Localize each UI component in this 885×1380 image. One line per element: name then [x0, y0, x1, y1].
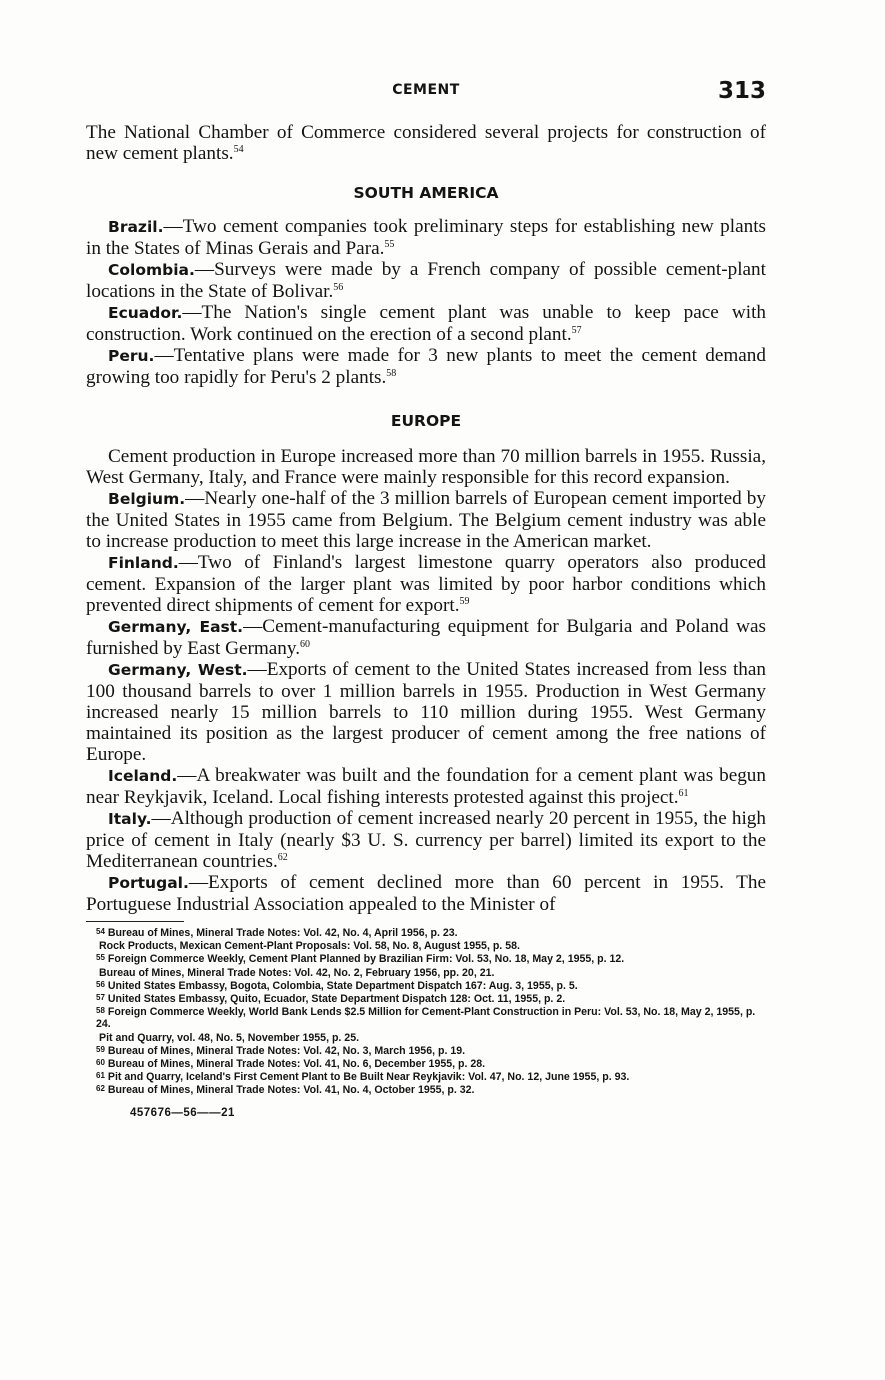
paragraph-belgium [86, 488, 766, 552]
footnote [86, 992, 766, 1005]
country-lead: Peru. [108, 347, 155, 365]
running-title: CEMENT [392, 82, 460, 98]
footnote-text: Pit and Quarry, Iceland's First Cement Plant to Be Built Near Reykjavik: Vol. 47, No. 12, June 1955, p. 93. [107, 1071, 630, 1084]
country-lead: Germany, East. [108, 618, 244, 636]
footnote [86, 1057, 766, 1070]
footnotes [86, 926, 766, 1097]
footnote-ref: 62 [277, 852, 288, 863]
footnote-text: United States Embassy, Quito, Ecuador, State Department Dispatch 128: Oct. 11, 1955, p. 2. [107, 993, 566, 1006]
footnote-text: Foreign Commerce Weekly, Cement Plant Planned by Brazilian Firm: Vol. 53, No. 18, May 2, 1955, p. 12. [107, 953, 625, 966]
footnote-number: 57 [96, 993, 105, 1003]
paragraph-germany-west [86, 659, 766, 765]
footnote-text: Bureau of Mines, Mineral Trade Notes: Vol. 42, No. 4, April 1956, p. 23. [107, 927, 458, 939]
footnote-text: Bureau of Mines, Mineral Trade Notes: Vol. 41, No. 6, December 1955, p. 28. [107, 1058, 486, 1071]
footnote-ref: 54 [233, 144, 244, 155]
page-number: 313 [717, 78, 766, 104]
paragraph-text: —Nearly one-half of the 3 million barrels of European cement imported by the United States in 1955 came from Belgium. The Belgium cement industry was able to increase production to meet this large increase in the American market. [86, 488, 766, 552]
footnote-ref: 56 [333, 282, 344, 293]
footnote-text: Bureau of Mines, Mineral Trade Notes: Vol. 41, No. 4, October 1955, p. 32. [107, 1084, 475, 1097]
paragraph-text: —Exports of cement to the United States increased from less than 100 thousand barrels to over 1 million barrels in 1955. Production in West Germany increased nearly 15 million barrels to 110 million during 1955. West Germany maintained its position as the largest producer of cement among the free nations of Europe. [86, 659, 767, 765]
paragraph-text: —Although production of cement increased nearly 20 percent in 1955, the high price of cement in Italy (nearly $3 U. S. currency per barrel) limited its export to the Mediterranean countries. [86, 808, 766, 872]
country-lead: Ecuador. [108, 304, 183, 322]
footnote-ref: 55 [384, 239, 395, 250]
footnote [86, 979, 766, 992]
footnote-number: 56 [96, 979, 105, 989]
paragraph-brazil [86, 216, 766, 259]
footnote [86, 966, 766, 979]
intro-text: The National Chamber of Commerce considered several projects for construction of new cement plants. [86, 122, 766, 164]
paragraph-ecuador [86, 302, 766, 345]
footnote-ref: 61 [678, 788, 689, 799]
footnote [86, 952, 766, 965]
europe-intro-paragraph: Cement production in Europe increased more than 70 million barrels in 1955. Russia, West Germany, Italy, and France were mainly responsible for this record expansion. [86, 446, 766, 488]
footnote-number: 59 [96, 1044, 105, 1054]
paragraph-germany-east [86, 616, 766, 659]
paragraph-text: —Two of Finland's largest limestone quarry operators also produced cement. Expansion of the larger plant was limited by poor harbor conditions which prevented direct shipments of cement for export. [86, 552, 766, 616]
paragraph-text: —Cement-manufacturing equipment for Bulgaria and Poland was furnished by East Germany. [86, 616, 767, 659]
footnote-number: 55 [96, 953, 105, 963]
paragraph-text: —Two cement companies took preliminary steps for establishing new plants in the States of Minas Gerais and Para. [86, 216, 766, 259]
footnote-number: 60 [96, 1058, 105, 1068]
footnote [86, 939, 766, 952]
section-heading-europe: EUROPE [390, 412, 462, 430]
footnote-number: 61 [96, 1071, 105, 1081]
print-code: 457676—56——21 [130, 1106, 235, 1119]
footnote-number: 54 [96, 927, 105, 936]
paragraph-italy [86, 808, 766, 872]
paragraph-finland [86, 552, 766, 616]
running-header [86, 78, 766, 108]
country-lead: Germany, West. [108, 661, 248, 679]
footnote-rule [86, 921, 184, 922]
country-lead: Colombia. [108, 261, 195, 279]
footnote-ref: 59 [459, 596, 470, 607]
footnote-ref: 58 [386, 368, 397, 379]
footnote-text: United States Embassy, Bogota, Colombia, State Department Dispatch 167: Aug. 3, 1955, p. 5. [107, 979, 578, 992]
paragraph-text: —Tentative plans were made for 3 new plants to meet the cement demand growing too rapidly for Peru's 2 plants. [86, 345, 766, 388]
paragraph-text: —Exports of cement declined more than 60 percent in 1955. The Portuguese Industrial Association appealed to the Minister of [86, 872, 766, 915]
country-lead: Finland. [108, 554, 179, 572]
country-lead: Portugal. [108, 874, 189, 892]
footnote-number: 58 [96, 1006, 105, 1016]
paragraph-colombia [86, 259, 766, 302]
country-lead: Italy. [108, 810, 152, 828]
footnote-text: Bureau of Mines, Mineral Trade Notes: Vol. 42, No. 3, March 1956, p. 19. [107, 1044, 466, 1057]
footnote-ref: 60 [300, 639, 311, 650]
paragraph-portugal [86, 872, 766, 915]
country-lead: Iceland. [108, 767, 178, 785]
footnote-text: Rock Products, Mexican Cement-Plant Proposals: Vol. 58, No. 8, August 1955, p. 58. [99, 940, 520, 953]
footnote [86, 926, 766, 939]
intro-paragraph [86, 122, 766, 164]
paragraph-peru [86, 345, 766, 388]
page [86, 78, 766, 1119]
footnote-text: Foreign Commerce Weekly, World Bank Lends $2.5 Million for Cement-Plant Construction in Peru: Vol. 53, No. 18, May 2, 1955, p. 24. [96, 1006, 756, 1031]
country-lead: Brazil. [108, 218, 164, 236]
footnote [86, 1083, 766, 1096]
paragraph-text: —The Nation's single cement plant was unable to keep pace with construction. Work continued on the erection of a second plant. [86, 302, 766, 345]
footnote-number: 62 [96, 1084, 105, 1094]
footnote-ref: 57 [571, 325, 582, 336]
footnote [86, 1031, 766, 1044]
country-lead: Belgium. [108, 490, 186, 508]
footnote [86, 1044, 766, 1057]
paragraph-text: —Surveys were made by a French company of possible cement-plant locations in the State of Bolivar. [86, 259, 766, 302]
footnote [86, 1070, 766, 1083]
paragraph-text: —A breakwater was built and the foundation for a cement plant was begun near Reykjavik, Iceland. Local fishing interests protested against this project. [86, 765, 766, 808]
paragraph-iceland [86, 765, 766, 808]
section-heading-south-america: SOUTH AMERICA [353, 184, 499, 202]
footnote-text: Bureau of Mines, Mineral Trade Notes: Vol. 42, No. 2, February 1956, pp. 20, 21. [99, 966, 495, 979]
footnote-text: Pit and Quarry, vol. 48, No. 5, November 1955, p. 25. [99, 1031, 360, 1044]
footnote [86, 1005, 766, 1030]
